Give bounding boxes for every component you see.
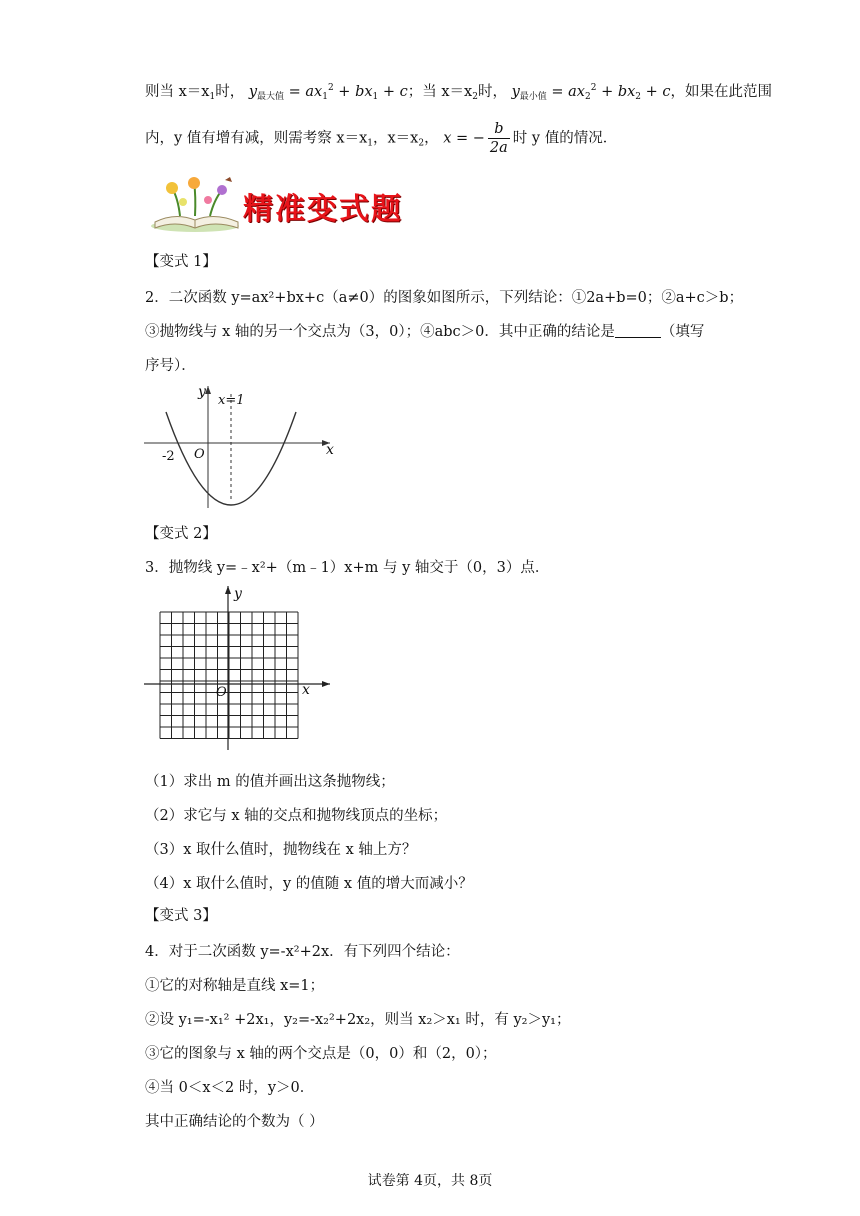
fraction-denominator: 2a bbox=[489, 140, 508, 156]
intro-text: 则当 x＝x bbox=[145, 84, 210, 100]
x-axis-label: x bbox=[326, 442, 334, 458]
intro-line-1: 则当 $x=x_1$时， $y_{最大值} = ax_1^2 + bx_1 + c$；当 $x=x_2$时， $y_{最小值} = ax_2^2 + bx_2 + c$，如果在此范围 bbox=[145, 83, 773, 102]
variant-2-heading: 【变式 2】 bbox=[145, 526, 217, 542]
question-2-text: ③抛物线与 x 轴的另一个交点为（3，0）；④abc＞0．其中正确的结论是 bbox=[145, 324, 615, 340]
intro-text: ，x＝x bbox=[373, 130, 419, 147]
question-3-line-1: 3．抛物线 y=﹣x²+（m﹣1）x+m 与 y 轴交于（0，3）点． bbox=[145, 560, 550, 576]
fraction-numerator: b bbox=[488, 120, 510, 139]
parabola-graph bbox=[140, 382, 340, 510]
root-label: -2 bbox=[162, 449, 175, 464]
banner-title: 精准变式题 bbox=[243, 192, 403, 227]
intro-text: 时 y 值的情况． bbox=[512, 130, 618, 147]
question-3-part-3: （3）x 取什么值时，抛物线在 x 轴上方？ bbox=[145, 842, 417, 858]
intro-text: 时， bbox=[215, 84, 245, 100]
question-4-item-1: ①它的对称轴是直线 x=1； bbox=[145, 978, 325, 994]
grid-x-axis-label: x bbox=[302, 682, 310, 698]
question-2-line-3: 序号）． bbox=[145, 358, 196, 374]
open-book-flowers-icon bbox=[150, 176, 245, 234]
y-max-label: 最大值 bbox=[257, 92, 285, 102]
symmetry-axis-label: x=1 bbox=[218, 393, 245, 408]
question-4-item-4: ④当 0＜x＜2 时，y＞0． bbox=[145, 1080, 315, 1096]
page-footer: 试卷第 4页，共 8页 bbox=[367, 1173, 493, 1189]
fraction bbox=[488, 120, 510, 157]
question-2-line-1: 2．二次函数 y=ax²+bx+c（a≠0）的图象如图所示，下列结论：①2a+b=0；②a+c＞b； bbox=[145, 290, 744, 306]
section-banner bbox=[150, 176, 410, 234]
intro-line-2: 内，y 值有增有减，则需考察 $x=x_1$，$x=x_2$， x = − $\frac{b}{2a}$ 时 y 值的情况． bbox=[145, 121, 618, 156]
question-4-item-3: ③它的图象与 x 轴的两个交点是（0，0）和（2，0）； bbox=[145, 1046, 497, 1062]
answer-blank bbox=[615, 323, 661, 338]
intro-text: ，如果在此范围 bbox=[670, 84, 773, 100]
question-3-part-4: （4）x 取什么值时，y 的值随 x 值的增大而减小？ bbox=[145, 876, 473, 892]
y-min-label: 最小值 bbox=[519, 92, 547, 102]
question-2-text: （填写 bbox=[660, 324, 705, 340]
intro-text: 内，y 值有增有减，则需考察 x＝x bbox=[145, 130, 368, 147]
question-2-line-2 bbox=[145, 322, 704, 342]
question-3-part-2: （2）求它与 x 轴的交点和抛物线顶点的坐标； bbox=[145, 808, 448, 824]
variant-3-heading: 【变式 3】 bbox=[145, 908, 217, 924]
origin-label: O bbox=[194, 447, 205, 462]
question-4-prompt: 其中正确结论的个数为（ ） bbox=[145, 1114, 324, 1130]
question-3-part-1: （1）求出 m 的值并画出这条抛物线； bbox=[145, 774, 395, 790]
grid-y-axis-label: y bbox=[234, 586, 242, 602]
intro-text: ， bbox=[424, 130, 439, 147]
intro-text: ；当 x＝x bbox=[407, 84, 473, 100]
question-4-line-1: 4．对于二次函数 y=-x²+2x．有下列四个结论： bbox=[145, 944, 460, 960]
y-axis-label: y bbox=[198, 384, 206, 400]
intro-text: 时， bbox=[477, 84, 507, 100]
question-4-item-2: ②设 y₁=-x₁² +2x₁，y₂=-x₂²+2x₂，则当 x₂＞x₁ 时，有 y₂＞y₁； bbox=[145, 1012, 571, 1028]
variant-1-heading: 【变式 1】 bbox=[145, 254, 217, 270]
coordinate-grid bbox=[140, 582, 340, 754]
grid-origin-label: O bbox=[216, 685, 227, 700]
